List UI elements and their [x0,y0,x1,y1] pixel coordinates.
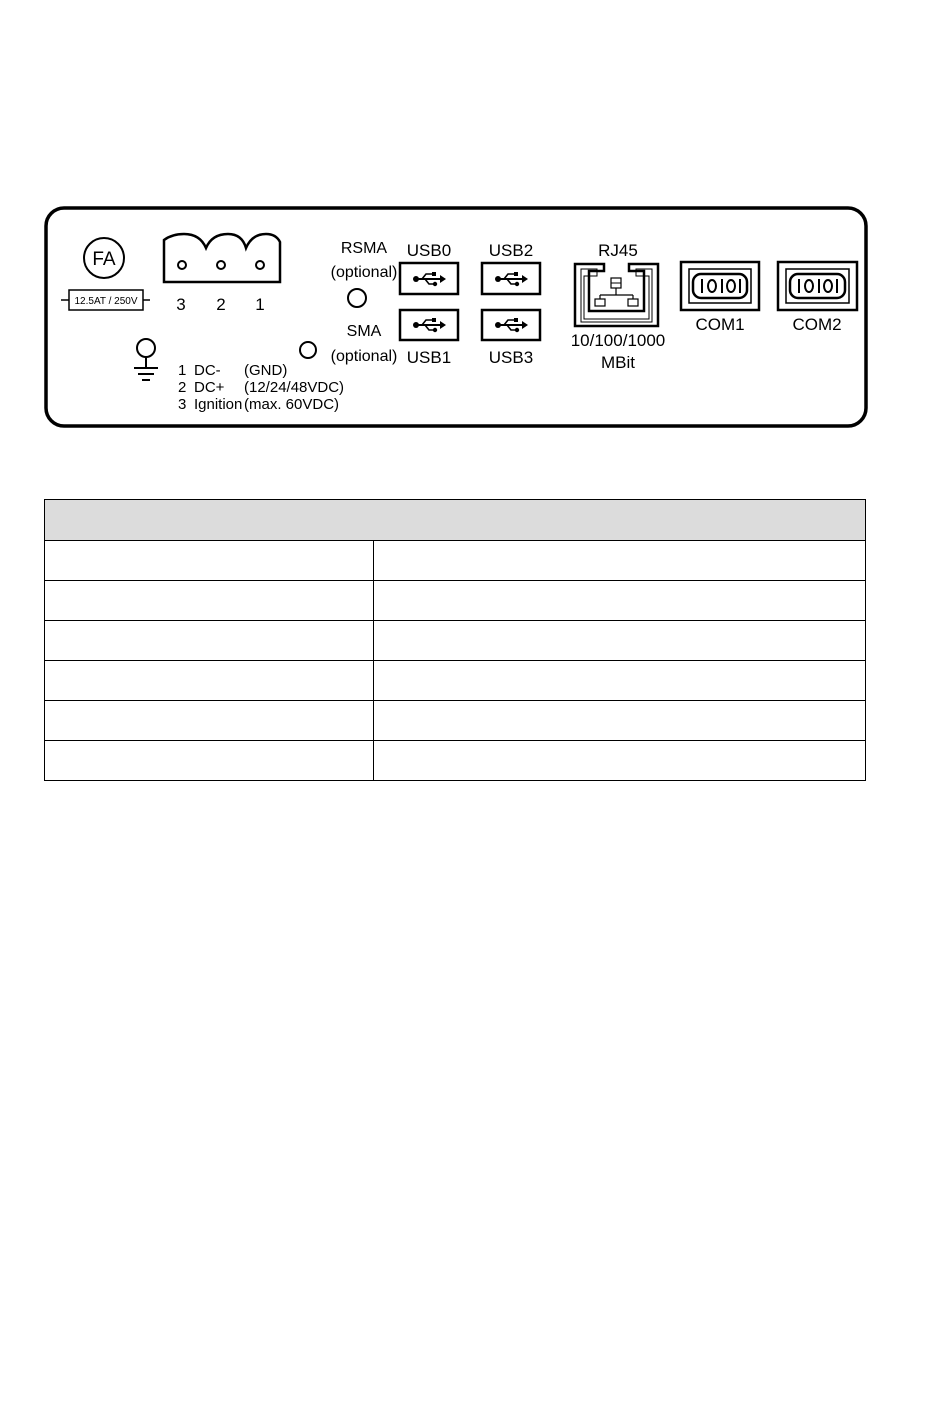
power-connector [164,234,280,314]
table-cell [45,741,374,781]
table-header-row [45,500,866,541]
table-row [45,621,866,661]
table-header [45,500,866,541]
table-cell [45,581,374,621]
pinout-pin: 3 [178,396,187,413]
pin-number-2: 2 [216,295,226,314]
com2-label: COM2 [792,315,842,334]
table-cell [374,621,866,661]
rj45-unit: MBit [601,353,635,372]
fuse-symbol-label: FA [92,249,116,270]
rsma-note: (optional) [330,264,398,281]
device-connector-panel [44,206,870,435]
table-row [45,741,866,781]
fuse-rating-label: 12.5AT / 250V [74,296,138,307]
table-row [45,581,866,621]
antenna-port-icon [348,289,366,307]
rj45-speed: 10/100/1000 [570,331,666,350]
spec-table [44,499,866,781]
usb2-label: USB2 [488,241,534,260]
pinout-signal: Ignition [194,396,243,413]
pinout-pin: 2 [178,379,187,396]
pinout-pin: 1 [178,362,187,379]
usb0-label: USB0 [406,241,452,260]
table-row [45,701,866,741]
pin-number-3: 3 [176,295,186,314]
table-cell [374,661,866,701]
pinout-note: (12/24/48VDC) [244,379,345,396]
table-cell [374,741,866,781]
pinout-note: (GND) [244,362,288,379]
pinout-signal: DC- [194,362,221,379]
sma-label: SMA [346,323,382,340]
table-cell [45,541,374,581]
usb1-label: USB1 [406,348,452,367]
pinout-signal: DC+ [194,379,225,396]
rsma-label: RSMA [340,240,388,257]
rj45-label: RJ45 [598,241,638,260]
table-cell [45,661,374,701]
table-cell [374,701,866,741]
table-row [45,541,866,581]
table-cell [45,701,374,741]
usb3-label: USB3 [488,348,534,367]
table-cell [374,581,866,621]
sma-note: (optional) [330,348,398,365]
table-row [45,661,866,701]
pinout-note: (max. 60VDC) [244,396,340,413]
table-cell [45,621,374,661]
table-cell [374,541,866,581]
pin-number-1: 1 [255,295,265,314]
antenna-port-icon [300,342,316,358]
com1-label: COM1 [695,315,745,334]
